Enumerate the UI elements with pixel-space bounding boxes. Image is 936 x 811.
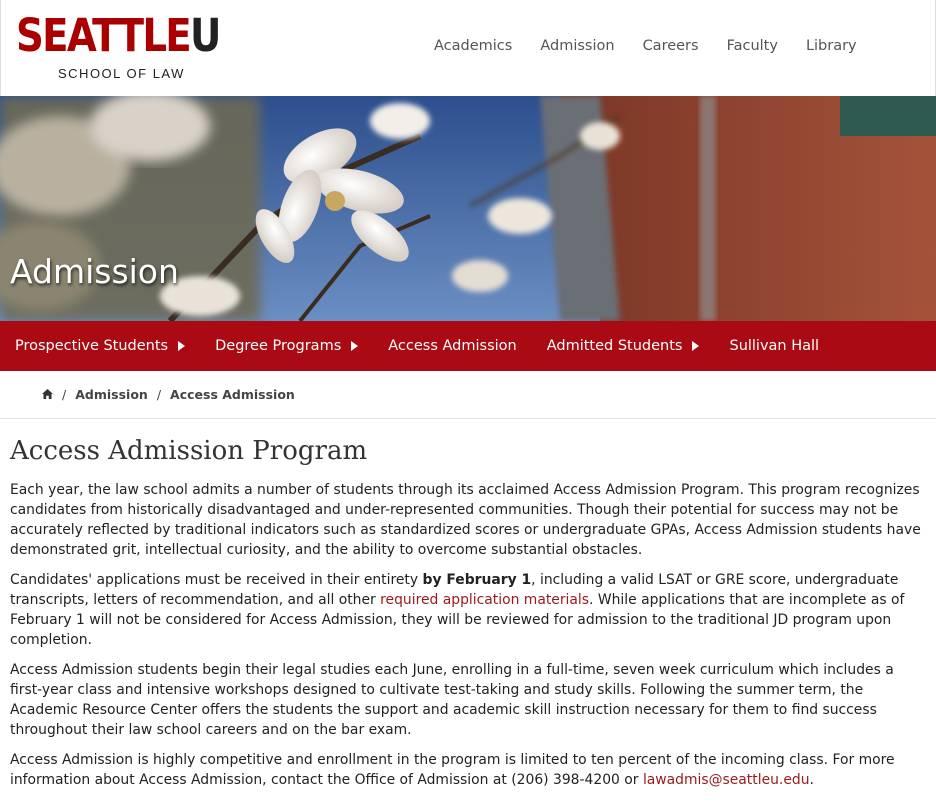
top-nav-faculty[interactable]: Faculty bbox=[726, 38, 778, 54]
deadline-date: by February 1 bbox=[422, 572, 532, 588]
breadcrumb-access-admission: Access Admission bbox=[170, 387, 295, 402]
deadline-paragraph: Candidates' applications must be received in their entirety by February 1, including a valid LSAT or GRE score, undergraduate transcripts, letters of recommendation, and all other required application materials. While applications that are incomplete as of February 1 will not be considered for Access Admission, they will be reviewed for admission to the traditional JD program upon completion. bbox=[10, 572, 905, 648]
top-nav bbox=[434, 38, 885, 54]
caret-right-icon bbox=[692, 341, 699, 351]
section-nav-sullivan-hall[interactable] bbox=[729, 338, 819, 354]
caret-right-icon bbox=[178, 341, 185, 351]
breadcrumb-separator: / bbox=[156, 387, 162, 402]
contact-paragraph: Access Admission is highly competitive and enrollment in the program is limited to ten percent of the incoming class. For more information about Access Admission, contact the Office of Admission at (206) 398-4200 or lawadmis@seattleu.edu. bbox=[10, 752, 895, 788]
logo-wordmark: SEATTLEU bbox=[16, 9, 220, 62]
top-nav-careers[interactable]: Careers bbox=[642, 38, 699, 54]
curriculum-paragraph: Access Admission students begin their legal studies each June, enrolling in a full-time, seven week curriculum which includes a first-year class and intensive workshops designed to cultivate test-taking and study skills. Following the summer term, the Academic Resource Center offers the students the support and academic skill instruction necessary for them to find success throughout their law school careers and on the bar exam. bbox=[10, 662, 894, 738]
required-materials-link[interactable]: required application materials bbox=[380, 592, 590, 608]
intro-paragraph: Each year, the law school admits a number of students through its acclaimed Access Admission Program. This program recognizes candidates from historically disadvantaged and under-represented communities. Though their potential for success may not be accurately reflected by traditional indicators such as standardized scores or undergraduate GPAs, Access Admission students have demonstrated grit, intellectual curiosity, and the ability to overcome substantial obstacles. bbox=[10, 482, 921, 558]
breadcrumb-separator: / bbox=[62, 387, 67, 402]
top-nav-library[interactable]: Library bbox=[805, 38, 857, 54]
caret-right-icon bbox=[351, 341, 358, 351]
email-link[interactable]: lawadmis@seattleu.edu bbox=[642, 772, 810, 788]
page-title: Access Admission Program bbox=[10, 436, 368, 466]
top-nav-admission[interactable]: Admission bbox=[540, 38, 615, 54]
main-content bbox=[10, 436, 928, 800]
section-nav-label: Prospective Students bbox=[15, 338, 169, 354]
hero-title: Admission bbox=[10, 252, 179, 291]
section-nav bbox=[0, 321, 936, 371]
section-nav-access-admission[interactable] bbox=[388, 338, 516, 354]
section-nav-admitted-students[interactable] bbox=[547, 338, 700, 354]
home-icon[interactable] bbox=[42, 387, 53, 402]
logo-subtitle: SCHOOL OF LAW bbox=[58, 66, 185, 81]
section-nav-label: Admitted Students bbox=[546, 338, 683, 354]
breadcrumb bbox=[0, 371, 936, 419]
section-nav-label: Degree Programs bbox=[215, 338, 342, 354]
section-nav-label: Sullivan Hall bbox=[729, 338, 820, 354]
section-nav-degree-programs[interactable] bbox=[215, 338, 358, 354]
hero-banner bbox=[0, 96, 936, 321]
breadcrumb-admission[interactable]: Admission bbox=[75, 387, 148, 402]
seattleu-logo[interactable] bbox=[16, 9, 253, 81]
section-nav-label: Access Admission bbox=[388, 338, 517, 354]
site-header bbox=[0, 0, 936, 96]
section-nav-prospective-students[interactable] bbox=[15, 338, 185, 354]
top-nav-academics[interactable]: Academics bbox=[434, 38, 513, 54]
